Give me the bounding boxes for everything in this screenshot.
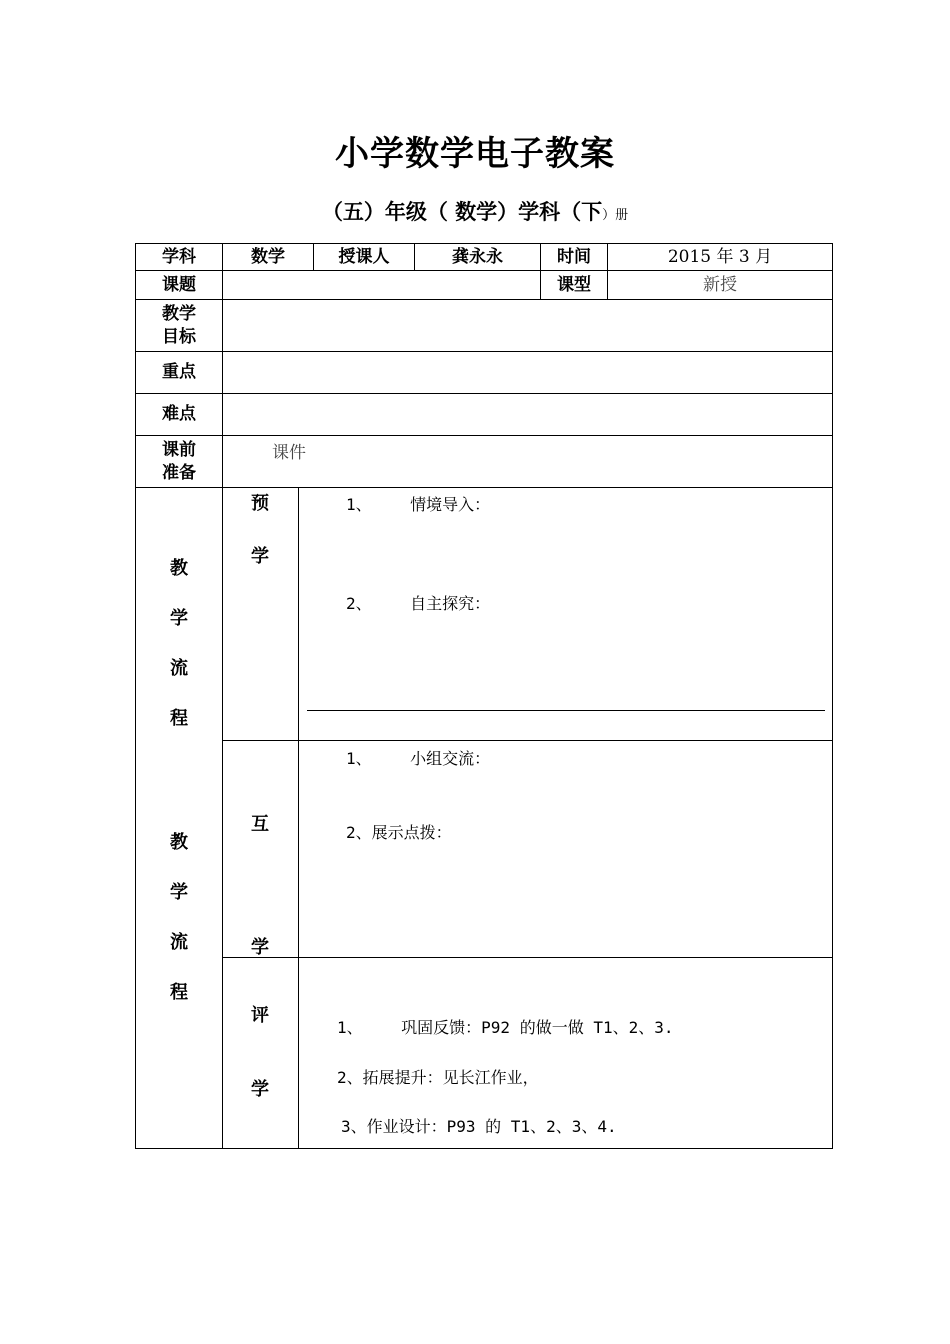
key-point-label: 重点	[162, 362, 196, 383]
subtitle-suffix: ）册	[602, 208, 629, 223]
document-subtitle	[0, 196, 950, 226]
preparation-value: 课件	[272, 443, 306, 463]
preview-item-2: 2、 自主探究：	[346, 594, 491, 613]
mutual-item-2: 2、展示点拨：	[346, 823, 452, 842]
evaluate-item-1: 1、 巩固反馈：P92 的做一做 T1、2、3.	[337, 1018, 674, 1037]
preparation-label: 课前 准备	[162, 439, 196, 483]
preview-label-top: 预	[251, 493, 269, 514]
difficulty-label: 难点	[162, 404, 196, 425]
subtitle-main: （五）年级（ 数学）学科（下	[321, 199, 603, 224]
goal-label: 教学 目标	[162, 303, 196, 347]
flow-label-char: 流	[170, 658, 188, 679]
topic-label: 课题	[162, 274, 196, 295]
subject-label: 学科	[162, 246, 196, 267]
difficulty-value[interactable]	[223, 394, 832, 435]
evaluate-label-top: 评	[251, 1005, 269, 1026]
flow-label-char: 程	[170, 982, 188, 1003]
evaluate-item-2: 2、拓展提升：见长江作业，	[337, 1068, 539, 1087]
lesson-type-value: 新授	[703, 274, 737, 295]
evaluate-item-3: 3、作业设计：P93 的 T1、2、3、4.	[341, 1117, 617, 1136]
preview-item-1: 1、 情境导入：	[346, 495, 491, 514]
flow-label-char: 流	[170, 932, 188, 953]
teacher-value: 龚永永	[452, 246, 503, 267]
lesson-type-label: 课型	[557, 274, 591, 295]
mutual-label-bottom: 学	[251, 937, 269, 958]
flow-label-char: 教	[170, 558, 188, 579]
subject-value: 数学	[251, 246, 285, 267]
teacher-label: 授课人	[338, 246, 390, 267]
document-title: 小学数学电子教案	[335, 134, 615, 174]
time-label: 时间	[557, 246, 591, 267]
flow-label-char: 学	[170, 882, 188, 903]
flow-label-char: 学	[170, 608, 188, 629]
goal-value[interactable]	[223, 300, 832, 351]
mutual-item-1: 1、 小组交流：	[346, 749, 491, 768]
time-value: 2015 年 3 月	[667, 246, 773, 267]
flow-label-char: 程	[170, 708, 188, 729]
key-point-value[interactable]	[223, 352, 832, 393]
flow-label-char: 教	[170, 832, 188, 853]
mutual-label-top: 互	[251, 814, 269, 835]
topic-value[interactable]	[223, 271, 540, 299]
preview-label-bottom: 学	[251, 546, 269, 567]
evaluate-label-bottom: 学	[251, 1079, 269, 1100]
